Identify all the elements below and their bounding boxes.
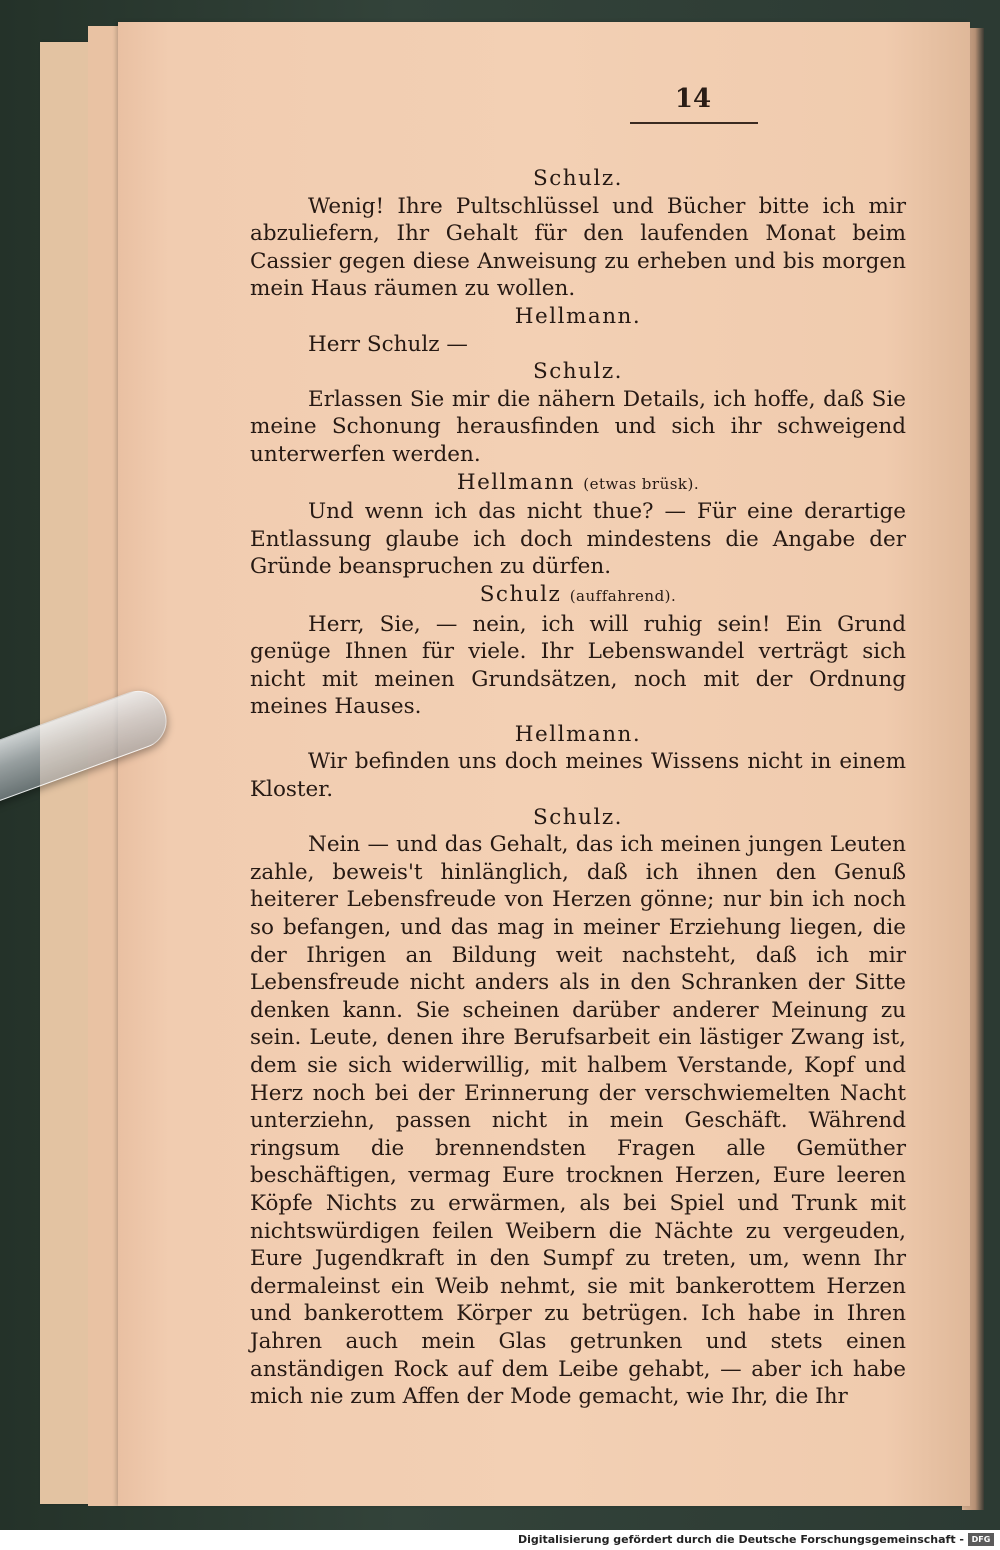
speaker-name: Schulz. bbox=[532, 359, 623, 385]
speaker-heading bbox=[250, 469, 906, 499]
speaker-heading bbox=[250, 721, 906, 749]
speaker-heading bbox=[250, 165, 906, 193]
speaker-name: Hellmann. bbox=[514, 721, 642, 747]
speaker-name: Schulz. bbox=[532, 804, 623, 830]
dialogue-paragraph: Wenig! Ihre Pultschlüssel und Bücher bitte ich mir abzuliefern, Ihr Gehalt für den laufenden Monat beim Cassier gegen diese Anweisung zu erheben und bis morgen mein Haus räumen zu wollen. bbox=[250, 193, 906, 302]
page-text bbox=[250, 165, 906, 1411]
speaker-heading bbox=[250, 581, 906, 611]
dialogue-paragraph: Herr Schulz — bbox=[308, 331, 468, 357]
dialogue-paragraph: Und wenn ich das nicht thue? — Für eine derartige Entlassung glaube ich doch mindestens die Angabe der Gründe beanspruchen zu dürfen. bbox=[250, 499, 906, 580]
stage-direction: (etwas brüsk). bbox=[583, 474, 700, 493]
footer-credit: Digitalisierung gefördert durch die Deutsche Forschungsgemeinschaft - bbox=[517, 1533, 964, 1546]
speaker-name: Hellmann. bbox=[514, 303, 642, 329]
dialogue-paragraph: Nein — und das Gehalt, das ich meinen jungen Leuten zahle, beweis't hinlänglich, daß ich ihnen den Genuß heiterer Lebensfreude von Herzen gönne; nur bin ich noch so befangen, und das mag in meiner Erziehung liegen, die der Ihrigen an Bildung weit nachsteht, daß ich mir Lebensfreude nicht anders als in den Schranken der Sitte denken kann. Sie scheinen darüber anderer Meinung zu sein. Leute, denen ihre Berufsarbeit ein lästiger Zwang ist, dem sie sich widerwillig, mit halbem Verstande, Kopf und Herz noch bei der Erinnerung der verschwiemelten Nacht unterziehn, passen nicht in mein Geschäft. Während ringsum die brennendsten Fragen alle Gemüther beschäftigen, vermag Eure trocknen Herzen, Eure leeren Köpfe Nichts zu erwärmen, als bei Spiel und Trunk mit nichtswürdigen feilen Weibern die Nächte zu vergeuden, Eure Jugendkraft in den Sumpf zu treten, um, wenn Ihr dermaleinst ein Weib nehmt, sie mit bankerottem Herzen und bankerottem Körper zu betrügen. Ich habe in Ihren Jahren auch mein Glas getrunken und stets einen anständigen Rock auf dem Leibe gehabt, — aber ich habe mich nie zum Affen der Mode gemacht, wie Ihr, die Ihr bbox=[250, 832, 906, 1410]
dialogue-paragraph: Erlassen Sie mir die nähern Details, ich hoffe, daß Sie meine Schonung herausfinden und sich ihr schweigend unterwerfen werden. bbox=[250, 386, 906, 467]
dialogue-paragraph: Herr, Sie, — nein, ich will ruhig sein! Ein Grund genüge Ihnen für viele. Ihr Lebenswandel verträgt sich nicht mit meinen Grundsätzen, noch mit der Ordnung meines Hauses. bbox=[250, 611, 906, 720]
speaker-heading bbox=[250, 303, 906, 331]
speaker-heading bbox=[250, 358, 906, 386]
page-number: 14 bbox=[674, 84, 712, 114]
stage-direction: (auffahrend). bbox=[569, 586, 677, 605]
speaker-name: Schulz. bbox=[532, 166, 623, 191]
speaker-name: Hellmann bbox=[456, 469, 575, 495]
speaker-name: Schulz bbox=[479, 581, 562, 607]
speaker-heading bbox=[250, 804, 906, 832]
page-number-rule bbox=[630, 122, 758, 124]
dialogue-paragraph: Wir befinden uns doch meines Wissens nicht in einem Kloster. bbox=[250, 749, 906, 803]
dfg-logo: DFG bbox=[968, 1533, 994, 1546]
